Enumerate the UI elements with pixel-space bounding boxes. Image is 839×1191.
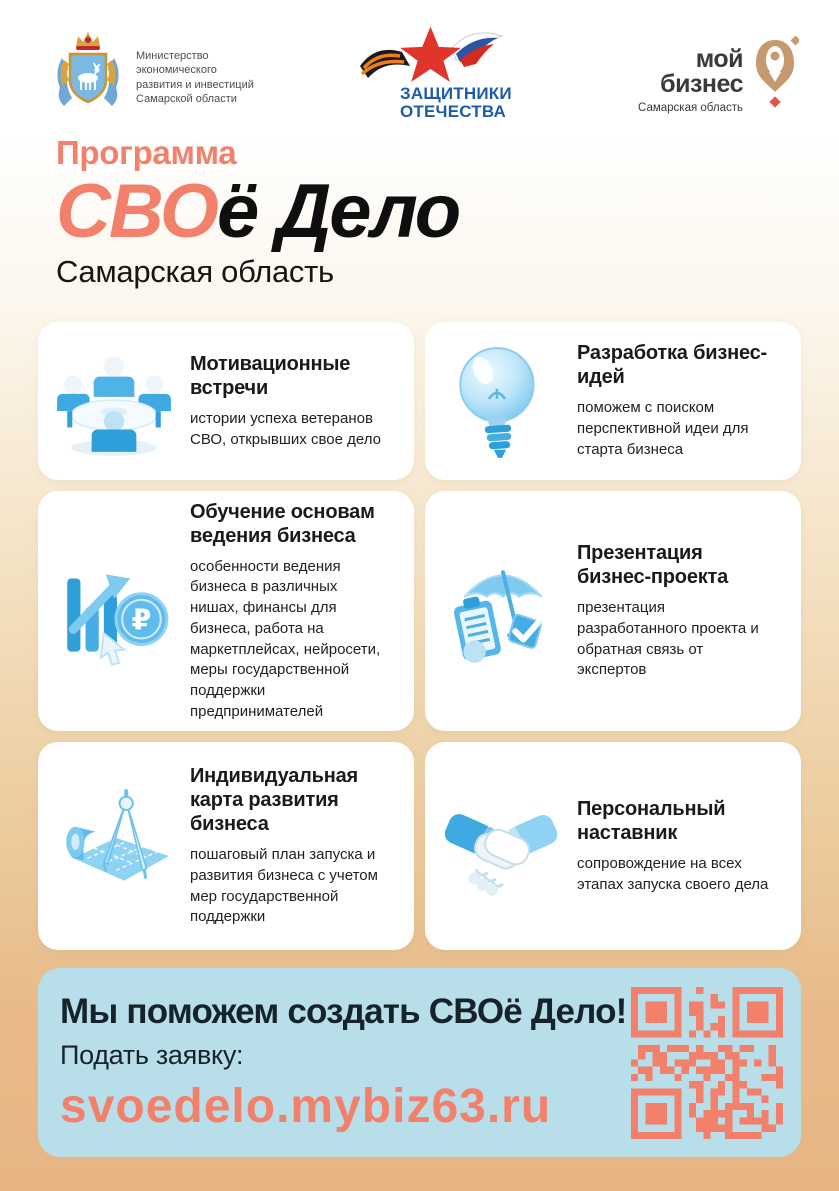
card-description: презентация разработанного проекта и обратная связь от экспертов xyxy=(577,599,759,679)
card-description: особенности ведения бизнеса в различных нишах, финансы для бизнеса, работа на маркетплейсах, нейросети, меры государственной поддержки предпринимателей xyxy=(190,557,381,720)
page-title xyxy=(56,169,460,254)
apply-label: Подать заявку: xyxy=(60,1039,244,1070)
lightbulb-icon xyxy=(425,340,577,462)
card-business-training xyxy=(38,491,414,731)
program-cards xyxy=(38,322,801,950)
mybiz-region: Самарская область xyxy=(638,101,743,114)
defenders-of-fatherland-logo xyxy=(352,26,532,120)
header xyxy=(0,26,839,126)
headline-accent: СВО xyxy=(56,169,217,254)
handshake-icon xyxy=(425,785,577,907)
samara-coat-of-arms-icon xyxy=(52,28,124,127)
card-development-map xyxy=(38,742,414,950)
ministry-line: Министерство xyxy=(136,50,209,63)
ministry-logo xyxy=(52,28,254,127)
card-personal-mentor xyxy=(425,742,801,950)
card-description: пошаговый план запуска и развития бизнеса с учетом мер государственной поддержки xyxy=(190,846,378,926)
ministry-line: развития и инвестиций xyxy=(136,78,254,91)
footer-text xyxy=(60,992,627,1134)
card-title: Мотивационные встречи xyxy=(190,352,351,399)
card-title: Презентация бизнес-проекта xyxy=(577,542,729,589)
rocket-pin-icon xyxy=(751,36,799,127)
application-url: svoedelo.mybiz63.ru xyxy=(60,1079,552,1133)
ministry-line: Самарской области xyxy=(136,92,237,105)
growth-chart-icon xyxy=(38,550,190,672)
mybiz-word1: мой xyxy=(695,45,743,73)
defenders-line2: ОТЕЧЕСТВА xyxy=(400,101,506,121)
card-description: поможем с поиском перспективной идеи для старта бизнеса xyxy=(577,399,749,458)
my-business-logo xyxy=(638,36,799,127)
star-ribbon-icon xyxy=(356,26,532,89)
card-title: Персональный наставник xyxy=(577,797,726,844)
card-project-presentation xyxy=(425,491,801,731)
mybiz-word2: бизнес xyxy=(660,69,743,98)
svg-text:₽: ₽ xyxy=(131,603,152,637)
ministry-line: экономического xyxy=(136,64,217,77)
card-title: Разработка бизнес-идей xyxy=(577,342,767,389)
card-description: сопровождение на всех этапах запуска своего дела xyxy=(577,854,769,893)
defenders-line1: ЗАЩИТНИКИ xyxy=(400,84,512,103)
umbrella-icon xyxy=(425,550,577,672)
blueprint-icon xyxy=(38,785,190,907)
ministry-name xyxy=(136,49,254,105)
footer-panel xyxy=(38,968,801,1157)
headline-rest: ё Дело xyxy=(217,169,460,254)
footer-heading: Мы поможем создать СВОё Дело! xyxy=(60,991,627,1031)
region-subtitle: Самарская область xyxy=(56,254,334,289)
card-motivational-meetings xyxy=(38,322,414,480)
card-title: Обучение основам ведения бизнеса xyxy=(190,500,375,547)
meeting-icon xyxy=(38,340,190,462)
title-block xyxy=(56,134,459,290)
program-kicker: Программа xyxy=(56,134,237,171)
defenders-wordmark xyxy=(400,85,532,120)
card-title: Индивидуальная карта развития бизнеса xyxy=(190,765,359,836)
qr-code xyxy=(631,987,783,1139)
card-description: истории успеха ветеранов СВО, открывших свое дело xyxy=(190,409,381,448)
card-business-ideas xyxy=(425,322,801,480)
